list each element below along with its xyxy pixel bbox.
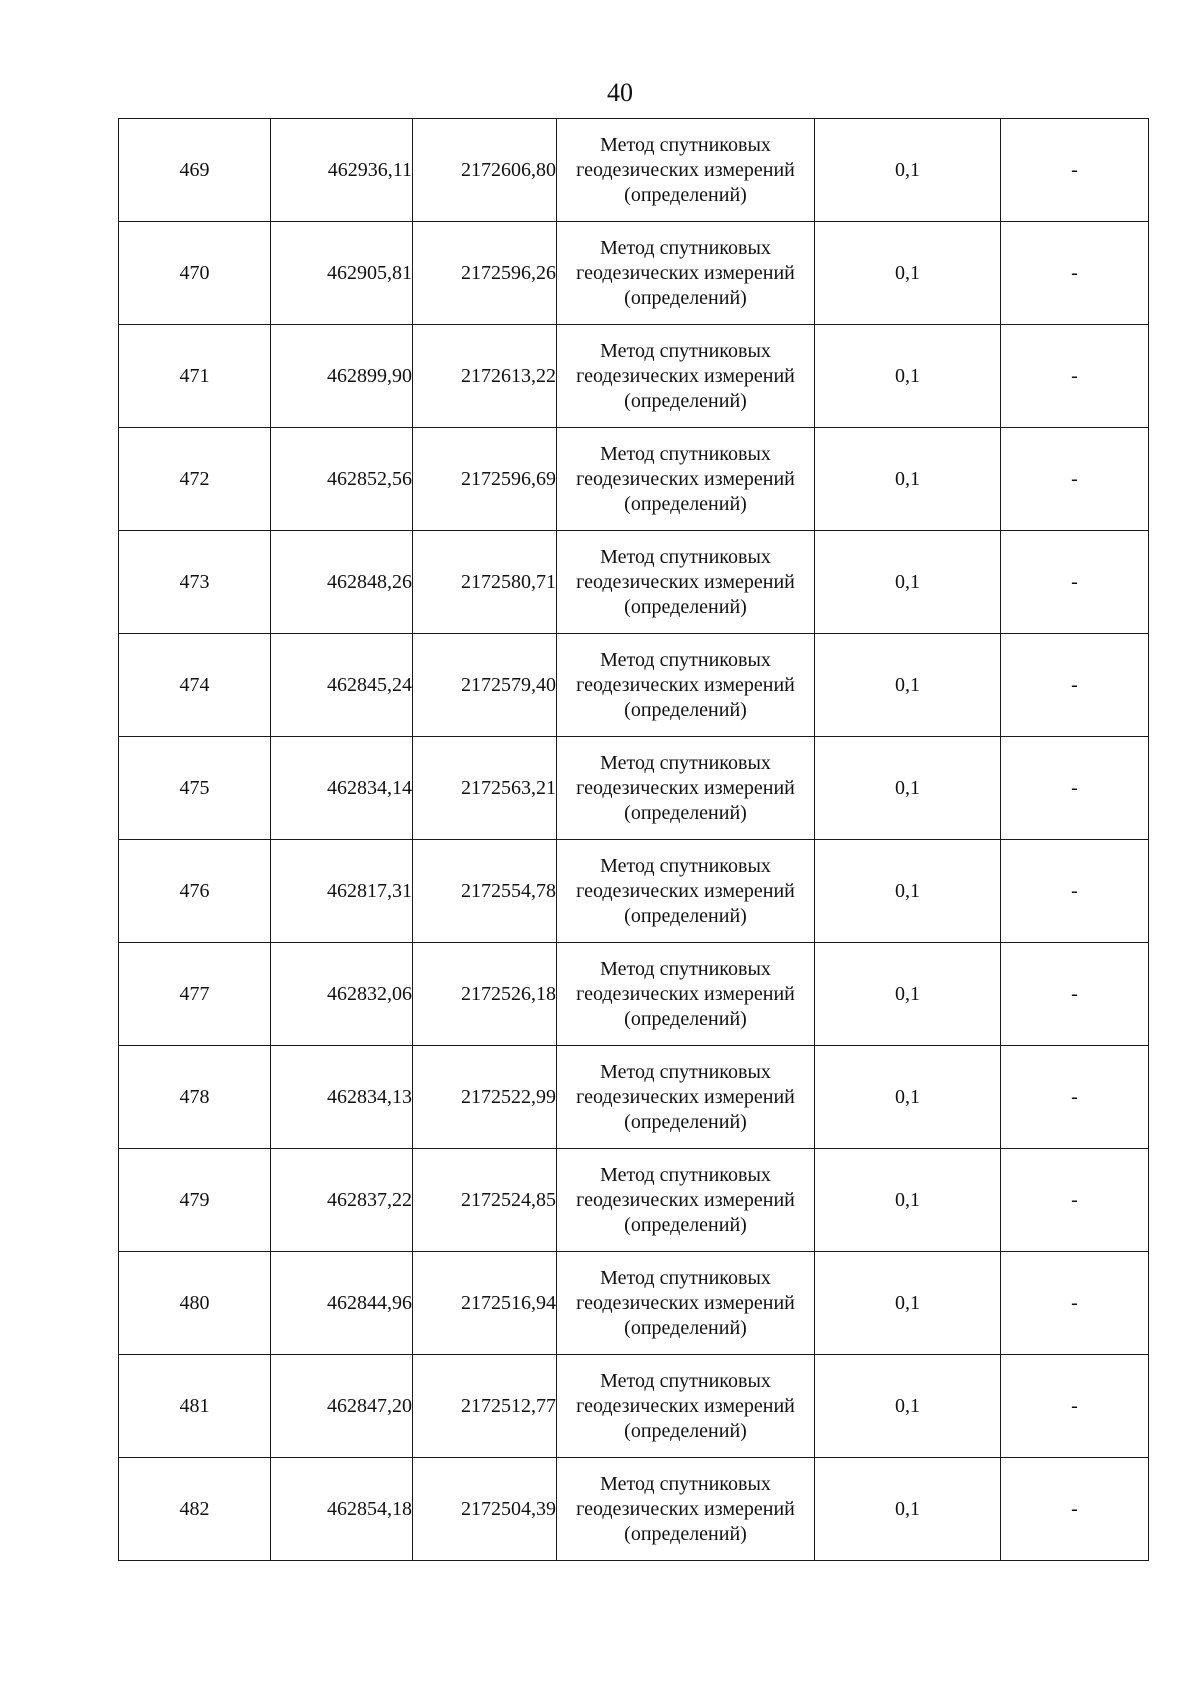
accuracy-value: 0,1 bbox=[895, 776, 920, 799]
description-value: - bbox=[1071, 364, 1078, 387]
table-row bbox=[119, 737, 1149, 840]
accuracy-cell bbox=[815, 222, 1001, 325]
y-coordinate-cell bbox=[413, 1252, 557, 1355]
description-value: - bbox=[1071, 1497, 1078, 1520]
point-number: 481 bbox=[179, 1394, 210, 1417]
accuracy-cell bbox=[815, 1458, 1001, 1561]
point-number: 480 bbox=[179, 1291, 210, 1314]
method-line-3: (определений) bbox=[624, 1213, 747, 1236]
method-line-3: (определений) bbox=[624, 801, 747, 824]
x-coordinate: 462834,14 bbox=[327, 776, 412, 799]
method-cell bbox=[557, 840, 815, 943]
accuracy-value: 0,1 bbox=[895, 1085, 920, 1108]
y-coordinate: 2172516,94 bbox=[461, 1291, 556, 1314]
method-line-2: геодезических измерений bbox=[576, 364, 795, 387]
point-number-cell bbox=[119, 737, 271, 840]
x-coordinate-cell bbox=[271, 1458, 413, 1561]
method-line-1: Метод спутниковых bbox=[600, 133, 771, 156]
method-line-2: геодезических измерений bbox=[576, 158, 795, 181]
accuracy-value: 0,1 bbox=[895, 1394, 920, 1417]
method-line-1: Метод спутниковых bbox=[600, 854, 771, 877]
method-line-3: (определений) bbox=[624, 492, 747, 515]
point-number-cell bbox=[119, 1149, 271, 1252]
accuracy-value: 0,1 bbox=[895, 570, 920, 593]
method-line-1: Метод спутниковых bbox=[600, 1369, 771, 1392]
accuracy-cell bbox=[815, 531, 1001, 634]
method-line-3: (определений) bbox=[624, 286, 747, 309]
x-coordinate-cell bbox=[271, 1046, 413, 1149]
y-coordinate-cell bbox=[413, 634, 557, 737]
method-line-3: (определений) bbox=[624, 183, 747, 206]
method-line-3: (определений) bbox=[624, 698, 747, 721]
accuracy-value: 0,1 bbox=[895, 982, 920, 1005]
y-coordinate: 2172522,99 bbox=[461, 1085, 556, 1108]
description-cell bbox=[1001, 119, 1149, 222]
table-row bbox=[119, 119, 1149, 222]
x-coordinate: 462845,24 bbox=[327, 673, 412, 696]
y-coordinate-cell bbox=[413, 1458, 557, 1561]
accuracy-cell bbox=[815, 943, 1001, 1046]
accuracy-cell bbox=[815, 840, 1001, 943]
description-value: - bbox=[1071, 673, 1078, 696]
point-number-cell bbox=[119, 634, 271, 737]
x-coordinate: 462848,26 bbox=[327, 570, 412, 593]
x-coordinate: 462936,11 bbox=[327, 158, 412, 181]
x-coordinate: 462899,90 bbox=[327, 364, 412, 387]
accuracy-cell bbox=[815, 1149, 1001, 1252]
point-number: 473 bbox=[179, 570, 210, 593]
accuracy-value: 0,1 bbox=[895, 673, 920, 696]
method-cell bbox=[557, 222, 815, 325]
point-number-cell bbox=[119, 325, 271, 428]
method-cell bbox=[557, 634, 815, 737]
accuracy-cell bbox=[815, 428, 1001, 531]
description-cell bbox=[1001, 634, 1149, 737]
accuracy-cell bbox=[815, 634, 1001, 737]
method-line-2: геодезических измерений bbox=[576, 1085, 795, 1108]
method-line-2: геодезических измерений bbox=[576, 1188, 795, 1211]
accuracy-value: 0,1 bbox=[895, 467, 920, 490]
description-cell bbox=[1001, 737, 1149, 840]
accuracy-value: 0,1 bbox=[895, 1188, 920, 1211]
method-cell bbox=[557, 1149, 815, 1252]
point-number: 474 bbox=[179, 673, 210, 696]
method-cell bbox=[557, 119, 815, 222]
point-number-cell bbox=[119, 119, 271, 222]
y-coordinate: 2172606,80 bbox=[461, 158, 556, 181]
description-cell bbox=[1001, 1046, 1149, 1149]
method-line-3: (определений) bbox=[624, 1419, 747, 1442]
description-value: - bbox=[1071, 1188, 1078, 1211]
x-coordinate-cell bbox=[271, 325, 413, 428]
method-line-3: (определений) bbox=[624, 1316, 747, 1339]
x-coordinate-cell bbox=[271, 1252, 413, 1355]
table-row bbox=[119, 1149, 1149, 1252]
accuracy-cell bbox=[815, 1252, 1001, 1355]
x-coordinate-cell bbox=[271, 943, 413, 1046]
table-row bbox=[119, 1252, 1149, 1355]
accuracy-value: 0,1 bbox=[895, 261, 920, 284]
point-number: 476 bbox=[179, 879, 210, 902]
method-line-2: геодезических измерений bbox=[576, 879, 795, 902]
x-coordinate: 462852,56 bbox=[327, 467, 412, 490]
y-coordinate: 2172524,85 bbox=[461, 1188, 556, 1211]
x-coordinate-cell bbox=[271, 531, 413, 634]
y-coordinate-cell bbox=[413, 325, 557, 428]
point-number-cell bbox=[119, 943, 271, 1046]
y-coordinate: 2172563,21 bbox=[461, 776, 556, 799]
method-line-1: Метод спутниковых bbox=[600, 1266, 771, 1289]
point-number-cell bbox=[119, 531, 271, 634]
y-coordinate: 2172504,39 bbox=[461, 1497, 556, 1520]
method-line-3: (определений) bbox=[624, 1522, 747, 1545]
y-coordinate: 2172580,71 bbox=[461, 570, 556, 593]
table-row bbox=[119, 325, 1149, 428]
accuracy-cell bbox=[815, 737, 1001, 840]
y-coordinate-cell bbox=[413, 1355, 557, 1458]
method-line-1: Метод спутниковых bbox=[600, 1060, 771, 1083]
y-coordinate-cell bbox=[413, 1149, 557, 1252]
point-number: 477 bbox=[179, 982, 210, 1005]
y-coordinate-cell bbox=[413, 737, 557, 840]
method-cell bbox=[557, 737, 815, 840]
x-coordinate: 462834,13 bbox=[327, 1085, 412, 1108]
point-number: 479 bbox=[179, 1188, 210, 1211]
method-cell bbox=[557, 1458, 815, 1561]
method-line-2: геодезических измерений bbox=[576, 1394, 795, 1417]
description-cell bbox=[1001, 1149, 1149, 1252]
method-line-3: (определений) bbox=[624, 1110, 747, 1133]
table-row bbox=[119, 222, 1149, 325]
x-coordinate-cell bbox=[271, 1149, 413, 1252]
method-cell bbox=[557, 325, 815, 428]
accuracy-value: 0,1 bbox=[895, 1291, 920, 1314]
accuracy-value: 0,1 bbox=[895, 158, 920, 181]
method-line-1: Метод спутниковых bbox=[600, 236, 771, 259]
table-row bbox=[119, 531, 1149, 634]
coordinates-table-body bbox=[119, 119, 1149, 1561]
accuracy-cell bbox=[815, 119, 1001, 222]
y-coordinate: 2172613,22 bbox=[461, 364, 556, 387]
point-number-cell bbox=[119, 1355, 271, 1458]
table-row bbox=[119, 1355, 1149, 1458]
method-cell bbox=[557, 531, 815, 634]
point-number: 482 bbox=[179, 1497, 210, 1520]
description-value: - bbox=[1071, 261, 1078, 284]
x-coordinate-cell bbox=[271, 222, 413, 325]
method-cell bbox=[557, 1046, 815, 1149]
accuracy-cell bbox=[815, 325, 1001, 428]
description-cell bbox=[1001, 1355, 1149, 1458]
point-number: 471 bbox=[179, 364, 210, 387]
method-line-2: геодезических измерений bbox=[576, 776, 795, 799]
point-number-cell bbox=[119, 1252, 271, 1355]
description-cell bbox=[1001, 428, 1149, 531]
point-number-cell bbox=[119, 222, 271, 325]
method-line-1: Метод спутниковых bbox=[600, 339, 771, 362]
method-cell bbox=[557, 1355, 815, 1458]
table-row bbox=[119, 1046, 1149, 1149]
description-cell bbox=[1001, 222, 1149, 325]
table-row bbox=[119, 840, 1149, 943]
method-line-2: геодезических измерений bbox=[576, 261, 795, 284]
accuracy-value: 0,1 bbox=[895, 1497, 920, 1520]
description-cell bbox=[1001, 531, 1149, 634]
description-cell bbox=[1001, 1252, 1149, 1355]
method-line-1: Метод спутниковых bbox=[600, 1163, 771, 1186]
method-line-3: (определений) bbox=[624, 1007, 747, 1030]
method-line-2: геодезических измерений bbox=[576, 1291, 795, 1314]
description-value: - bbox=[1071, 879, 1078, 902]
method-line-2: геодезических измерений bbox=[576, 467, 795, 490]
x-coordinate-cell bbox=[271, 428, 413, 531]
table-row bbox=[119, 634, 1149, 737]
x-coordinate: 462832,06 bbox=[327, 982, 412, 1005]
x-coordinate: 462837,22 bbox=[327, 1188, 412, 1211]
x-coordinate: 462847,20 bbox=[327, 1394, 412, 1417]
description-cell bbox=[1001, 840, 1149, 943]
method-line-2: геодезических измерений bbox=[576, 1497, 795, 1520]
x-coordinate: 462905,81 bbox=[327, 261, 412, 284]
point-number: 469 bbox=[179, 158, 210, 181]
coordinates-table bbox=[118, 118, 1149, 1561]
point-number: 472 bbox=[179, 467, 210, 490]
y-coordinate: 2172579,40 bbox=[461, 673, 556, 696]
y-coordinate-cell bbox=[413, 428, 557, 531]
method-cell bbox=[557, 943, 815, 1046]
y-coordinate: 2172554,78 bbox=[461, 879, 556, 902]
description-value: - bbox=[1071, 1291, 1078, 1314]
x-coordinate: 462854,18 bbox=[327, 1497, 412, 1520]
description-value: - bbox=[1071, 1394, 1078, 1417]
method-line-2: геодезических измерений bbox=[576, 673, 795, 696]
method-line-1: Метод спутниковых bbox=[600, 648, 771, 671]
y-coordinate-cell bbox=[413, 531, 557, 634]
point-number-cell bbox=[119, 428, 271, 531]
description-value: - bbox=[1071, 776, 1078, 799]
accuracy-value: 0,1 bbox=[895, 364, 920, 387]
method-line-1: Метод спутниковых bbox=[600, 545, 771, 568]
method-cell bbox=[557, 428, 815, 531]
method-line-3: (определений) bbox=[624, 904, 747, 927]
table-row bbox=[119, 428, 1149, 531]
description-value: - bbox=[1071, 982, 1078, 1005]
point-number-cell bbox=[119, 1046, 271, 1149]
description-cell bbox=[1001, 943, 1149, 1046]
point-number-cell bbox=[119, 840, 271, 943]
accuracy-cell bbox=[815, 1355, 1001, 1458]
x-coordinate-cell bbox=[271, 737, 413, 840]
method-line-2: геодезических измерений bbox=[576, 570, 795, 593]
y-coordinate-cell bbox=[413, 840, 557, 943]
method-line-1: Метод спутниковых bbox=[600, 957, 771, 980]
accuracy-value: 0,1 bbox=[895, 879, 920, 902]
x-coordinate-cell bbox=[271, 634, 413, 737]
point-number: 475 bbox=[179, 776, 210, 799]
table-row bbox=[119, 1458, 1149, 1561]
x-coordinate-cell bbox=[271, 119, 413, 222]
description-cell bbox=[1001, 1458, 1149, 1561]
method-line-1: Метод спутниковых bbox=[600, 751, 771, 774]
method-line-3: (определений) bbox=[624, 389, 747, 412]
description-value: - bbox=[1071, 1085, 1078, 1108]
point-number-cell bbox=[119, 1458, 271, 1561]
description-value: - bbox=[1071, 570, 1078, 593]
method-cell bbox=[557, 1252, 815, 1355]
y-coordinate: 2172596,26 bbox=[461, 261, 556, 284]
method-line-1: Метод спутниковых bbox=[600, 442, 771, 465]
description-value: - bbox=[1071, 467, 1078, 490]
page-number: 40 bbox=[607, 78, 633, 107]
y-coordinate-cell bbox=[413, 222, 557, 325]
method-line-1: Метод спутниковых bbox=[600, 1472, 771, 1495]
y-coordinate-cell bbox=[413, 943, 557, 1046]
x-coordinate-cell bbox=[271, 1355, 413, 1458]
description-cell bbox=[1001, 325, 1149, 428]
y-coordinate-cell bbox=[413, 1046, 557, 1149]
y-coordinate-cell bbox=[413, 119, 557, 222]
point-number: 470 bbox=[179, 261, 210, 284]
y-coordinate: 2172512,77 bbox=[461, 1394, 556, 1417]
method-line-3: (определений) bbox=[624, 595, 747, 618]
x-coordinate-cell bbox=[271, 840, 413, 943]
accuracy-cell bbox=[815, 1046, 1001, 1149]
point-number: 478 bbox=[179, 1085, 210, 1108]
x-coordinate: 462817,31 bbox=[327, 879, 412, 902]
method-line-2: геодезических измерений bbox=[576, 982, 795, 1005]
x-coordinate: 462844,96 bbox=[327, 1291, 412, 1314]
description-value: - bbox=[1071, 158, 1078, 181]
table-row bbox=[119, 943, 1149, 1046]
y-coordinate: 2172596,69 bbox=[461, 467, 556, 490]
y-coordinate: 2172526,18 bbox=[461, 982, 556, 1005]
